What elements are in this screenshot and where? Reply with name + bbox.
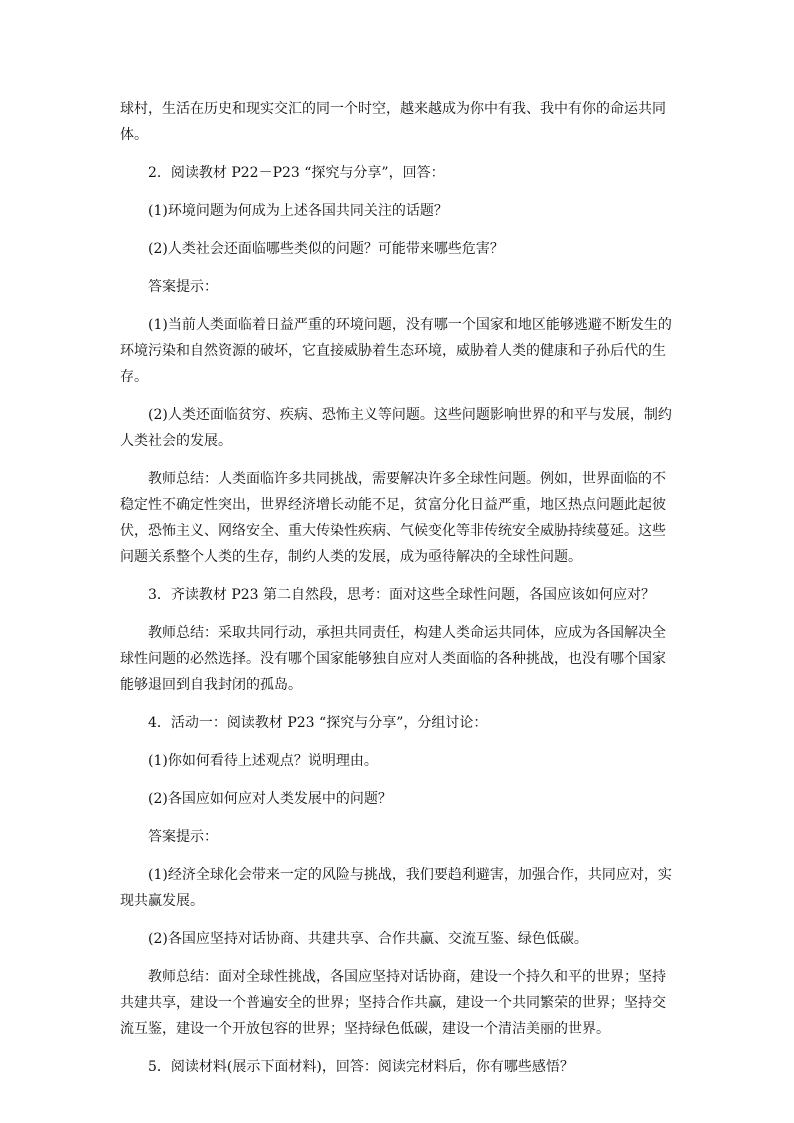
question-4-2: (2)各国应如何应对人类发展中的问题？ [148,791,392,807]
answer-hint-label: 答案提示： [148,279,218,295]
question-4-1: (1)你如何看待上述观点？说明理由。 [148,753,378,769]
paragraph-continuation: 球村，生活在历史和现实交汇的同一个时空，越来越成为你中有我、我中有你的命运共同体。 [120,101,666,143]
answer-2-1: (1)当前人类面临着日益严重的环境问题，没有哪一个国家和地区能够逃避不断发生的环境污染和自然资源的破坏，它直接威胁着生态环境，威胁着人类的健康和子孙后代的生存。 [120,317,672,385]
teacher-summary-3: 教师总结：面对全球性挑战，各国应坚持对话协商，建设一个持久和平的世界；坚持共建共享，建设一个普遍安全的世界；坚持合作共赢，建设一个共同繁荣的世界；坚持交流互鉴，建设一个开放包容的世界；坚持绿色低碳，建设一个清洁美丽的世界。 [120,969,666,1037]
teacher-summary-1: 教师总结：人类面临许多共同挑战，需要解决许多全球性问题。例如，世界面临的不稳定性不确定性突出，世界经济增长动能不足，贫富分化日益严重，地区热点问题此起彼伏，恐怖主义、网络安全、重大传染性疾病、气候变化等非传统安全威胁持续蔓延。这些问题关系整个人类的生存，制约人类的发展，成为亟待解决的全球性问题。 [120,471,666,565]
document-body [120,96,676,1080]
question-4: 4．活动一：阅读教材 P23 “探究与分享”，分组讨论： [148,715,488,731]
answer-2-2: (2)人类还面临贫穷、疾病、恐怖主义等问题。这些问题影响世界的和平与发展，制约人类社会的发展。 [120,407,672,449]
question-5: 5．阅读材料(展示下面材料)，回答：阅读完材料后，你有哪些感悟？ [148,1059,574,1075]
answer-4-2: (2)各国应坚持对话协商、共建共享、合作共赢、交流互鉴、绿色低碳。 [148,931,588,947]
teacher-summary-2: 教师总结：采取共同行动，承担共同责任，构建人类命运共同体，应成为各国解决全球性问题的必然选择。没有哪个国家能够独自应对人类面临的各种挑战，也没有哪个国家能够退回到自我封闭的孤岛。 [120,625,666,693]
answer-4-1: (1)经济全球化会带来一定的风险与挑战，我们要趋利避害，加强合作，共同应对，实现共赢发展。 [120,867,672,909]
question-3: 3．齐读教材 P23 第二自然段，思考：面对这些全球性问题，各国应该如何应对？ [148,587,656,603]
question-2-2: (2)人类社会还面临哪些类似的问题？可能带来哪些危害？ [148,241,504,257]
question-2: 2．阅读教材 P22－P23 “探究与分享”，回答： [148,165,445,181]
answer-hint-label: 答案提示： [148,829,218,845]
question-2-1: (1)环境问题为何成为上述各国共同关注的话题？ [148,203,448,219]
